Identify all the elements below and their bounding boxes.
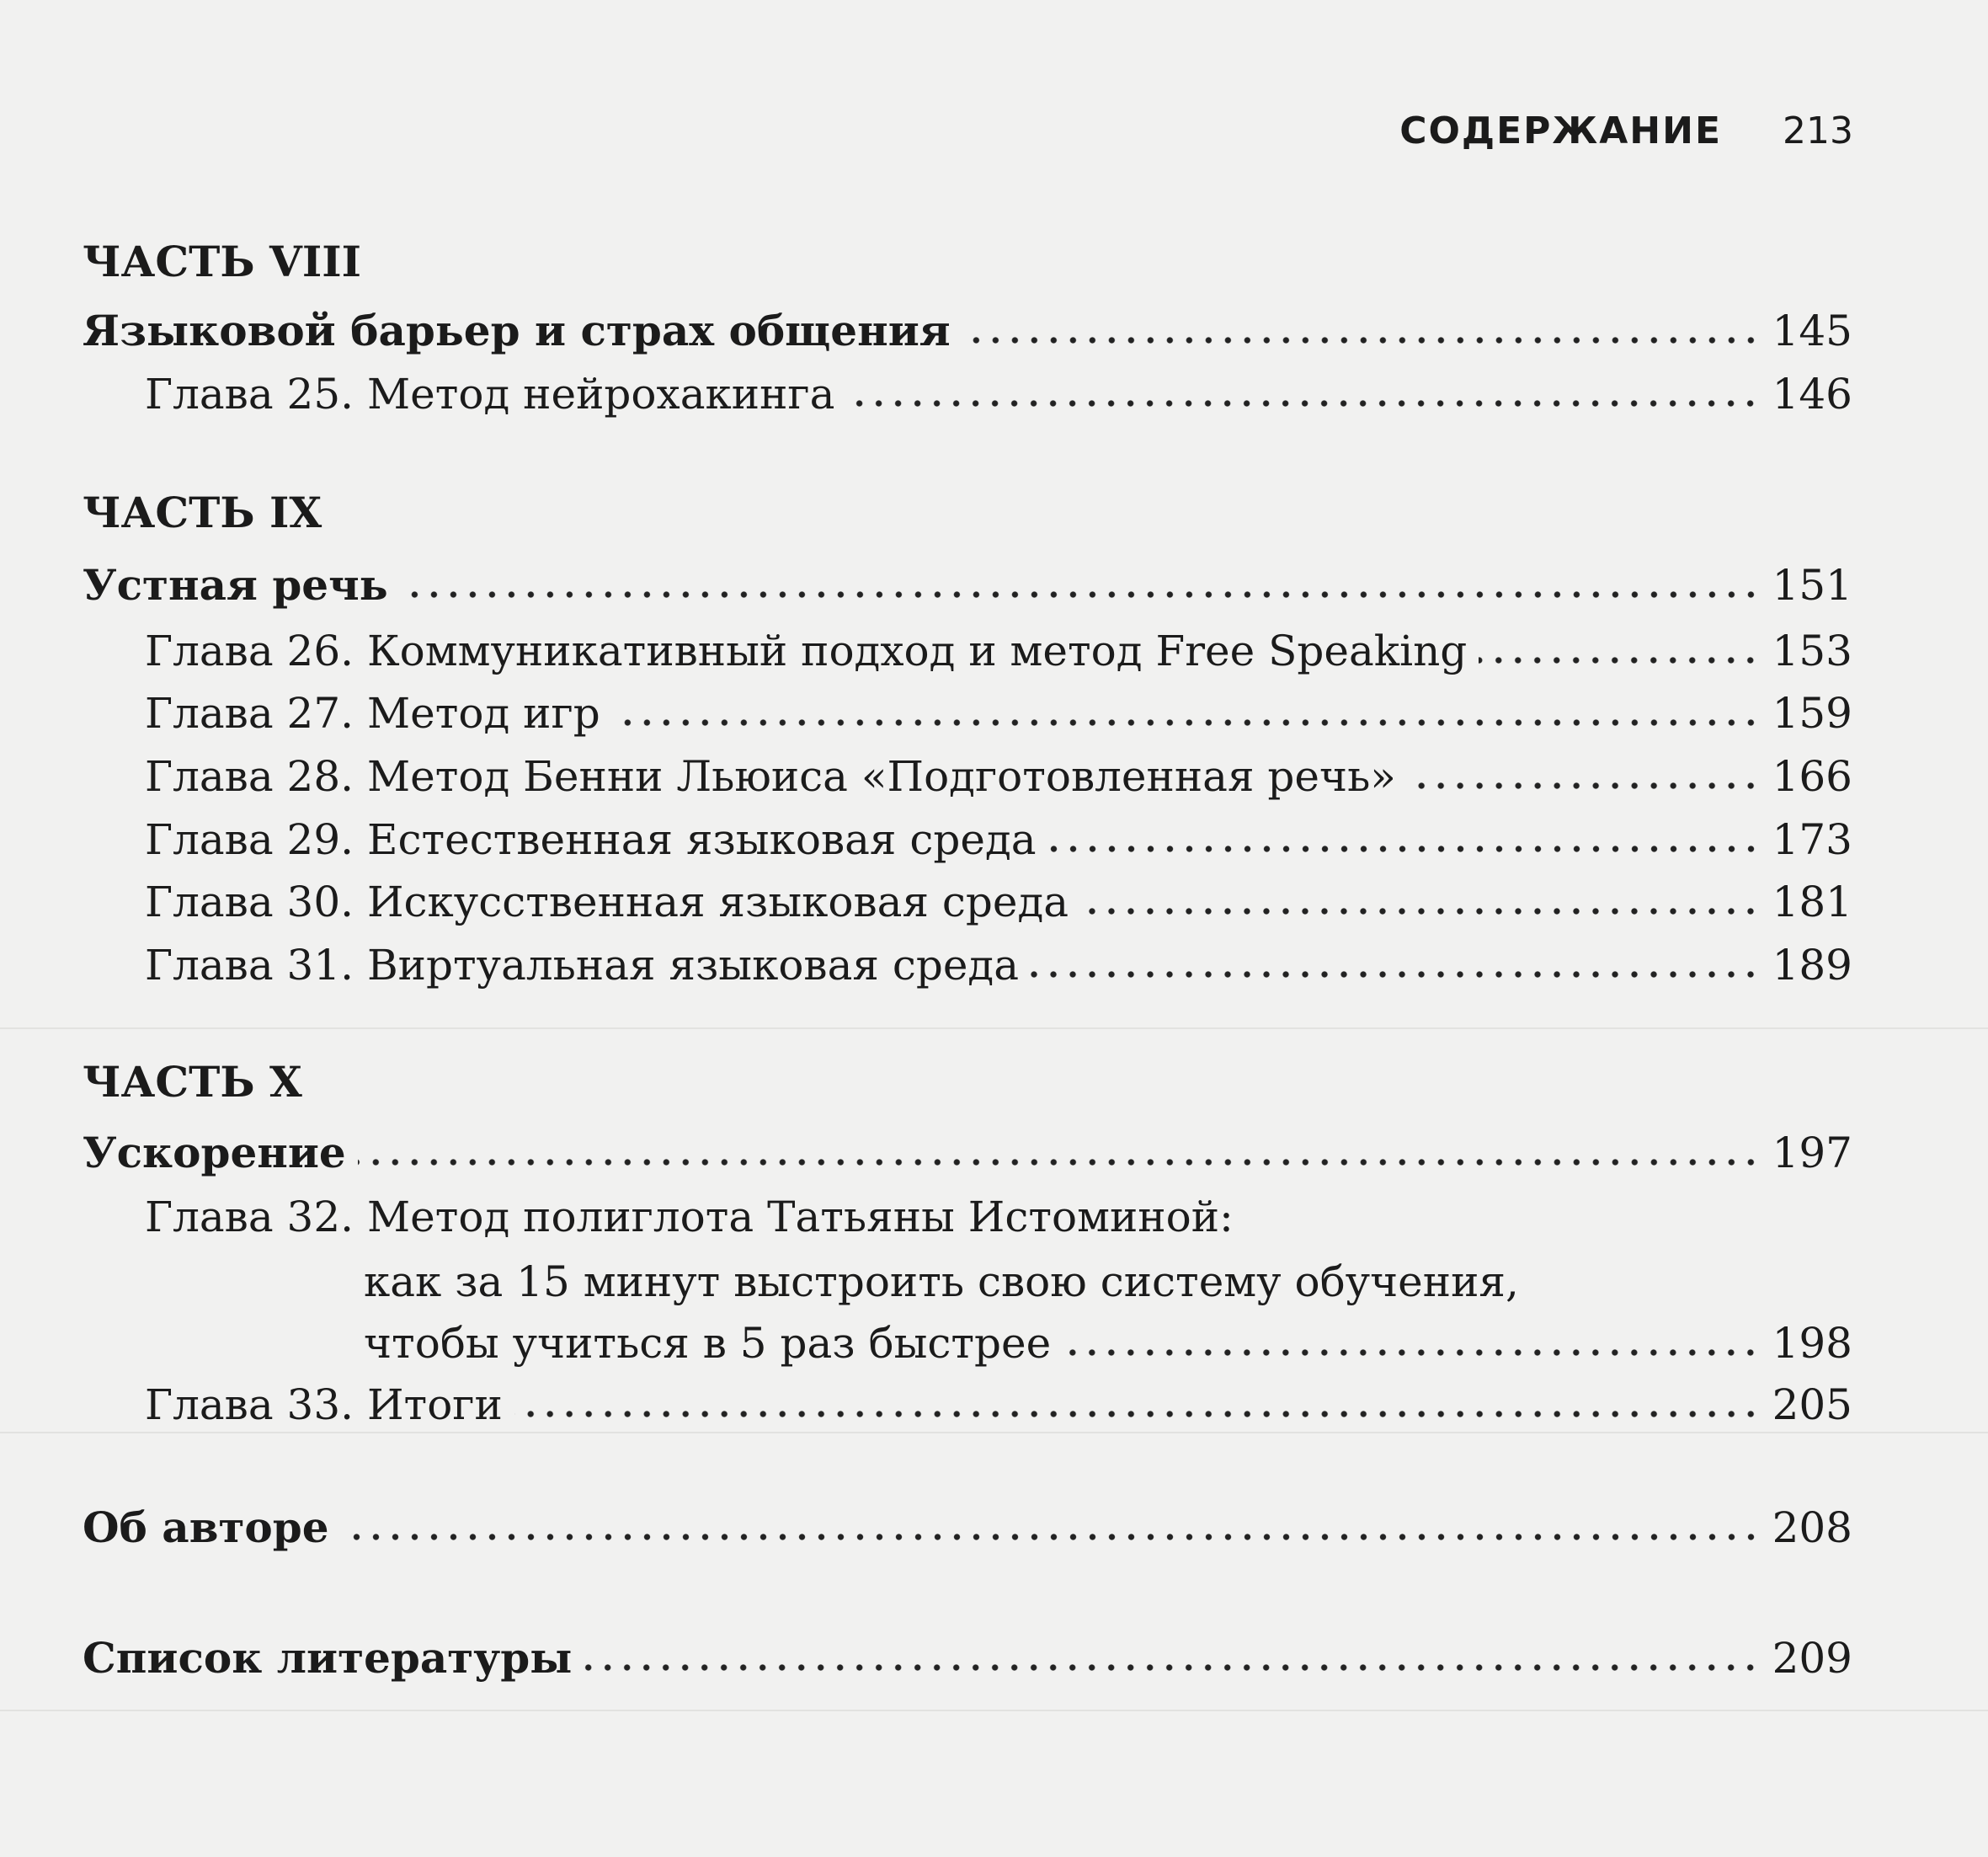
entry-title: Глава 33. Итоги bbox=[145, 1380, 503, 1429]
entry-title: Глава 28. Метод Бенни Льюиса «Подготовленная речь» bbox=[145, 752, 1396, 801]
toc-entry-chapter[interactable] bbox=[145, 936, 1852, 995]
entry-title: Устная речь bbox=[83, 560, 388, 610]
entry-page: 153 bbox=[1772, 627, 1852, 675]
entry-page: 151 bbox=[1772, 561, 1852, 610]
dot-leader bbox=[341, 1529, 1761, 1545]
page-number: 213 bbox=[1783, 109, 1853, 152]
dot-leader bbox=[1063, 1344, 1760, 1361]
toc-entry-bibliography[interactable] bbox=[83, 1629, 1852, 1688]
entry-title: Глава 31. Виртуальная языковая среда bbox=[145, 941, 1020, 990]
toc-entry-part[interactable] bbox=[83, 301, 1852, 360]
entry-title: Об авторе bbox=[83, 1502, 329, 1552]
toc-entry-chapter[interactable] bbox=[145, 1375, 1852, 1434]
bleed-through-line bbox=[0, 1710, 1988, 1711]
entry-page: 146 bbox=[1772, 370, 1852, 419]
part-label: ЧАСТЬ IX bbox=[83, 488, 322, 537]
dot-leader bbox=[1031, 966, 1761, 983]
toc-entry-chapter[interactable] bbox=[145, 872, 1852, 931]
dot-leader bbox=[846, 395, 1760, 412]
dot-leader bbox=[1048, 840, 1761, 857]
entry-page: 173 bbox=[1772, 815, 1852, 864]
toc-entry-chapter[interactable] bbox=[145, 1187, 1852, 1246]
entry-title-line: как за 15 минут выстроить свою систему обучения, bbox=[364, 1257, 1519, 1306]
dot-leader bbox=[1080, 903, 1760, 920]
entry-title: Глава 29. Естественная языковая среда bbox=[145, 815, 1037, 864]
entry-page: 159 bbox=[1772, 689, 1852, 738]
entry-page: 198 bbox=[1772, 1319, 1852, 1368]
toc-entry-about-author[interactable] bbox=[83, 1498, 1852, 1557]
entry-title: Глава 25. Метод нейрохакинга bbox=[145, 370, 835, 419]
running-head-title: СОДЕРЖАНИЕ bbox=[1399, 109, 1723, 152]
toc-entry-continuation[interactable] bbox=[364, 1314, 1852, 1373]
entry-page: 205 bbox=[1772, 1380, 1852, 1429]
toc-entry-chapter[interactable] bbox=[145, 684, 1852, 743]
dot-leader bbox=[1479, 652, 1760, 669]
dot-leader bbox=[1408, 777, 1761, 794]
bleed-through-line bbox=[0, 1027, 1988, 1029]
entry-page: 208 bbox=[1772, 1503, 1852, 1552]
entry-title: Языковой барьер и страх общения bbox=[83, 306, 951, 355]
dot-leader bbox=[400, 586, 1761, 603]
part-label: ЧАСТЬ X bbox=[83, 1057, 302, 1107]
entry-title: Глава 32. Метод полиглота Татьяны Истоминой: bbox=[145, 1193, 1234, 1241]
entry-page: 145 bbox=[1772, 307, 1852, 355]
entry-title: Глава 26. Коммуникативный подход и метод Free Speaking bbox=[145, 627, 1468, 675]
entry-title: Ускорение bbox=[83, 1128, 346, 1177]
toc-entry-chapter[interactable] bbox=[145, 365, 1852, 424]
toc-entry-chapter[interactable] bbox=[145, 810, 1852, 869]
dot-leader bbox=[584, 1659, 1760, 1676]
toc-entry-part[interactable] bbox=[83, 1123, 1852, 1182]
entry-page: 209 bbox=[1772, 1634, 1852, 1683]
entry-title: Список литературы bbox=[83, 1633, 573, 1683]
part-label: ЧАСТЬ VIII bbox=[83, 237, 362, 286]
entry-page: 181 bbox=[1772, 878, 1852, 926]
toc-entry-chapter[interactable] bbox=[145, 747, 1852, 806]
toc-entry-chapter[interactable] bbox=[145, 622, 1852, 680]
entry-page: 189 bbox=[1772, 941, 1852, 990]
dot-leader bbox=[962, 332, 1761, 349]
entry-title: Глава 30. Искусственная языковая среда bbox=[145, 878, 1069, 926]
entry-page: 166 bbox=[1772, 752, 1852, 801]
dot-leader bbox=[612, 714, 1761, 731]
dot-leader bbox=[358, 1154, 1761, 1171]
entry-page: 197 bbox=[1772, 1129, 1852, 1177]
entry-title-line: чтобы учиться в 5 раз быстрее bbox=[364, 1319, 1052, 1368]
toc-entry-part[interactable] bbox=[83, 556, 1852, 615]
running-head bbox=[1399, 109, 1853, 152]
dot-leader bbox=[514, 1406, 1761, 1422]
toc-entry-continuation[interactable] bbox=[364, 1252, 1852, 1311]
entry-title: Глава 27. Метод игр bbox=[145, 689, 600, 738]
